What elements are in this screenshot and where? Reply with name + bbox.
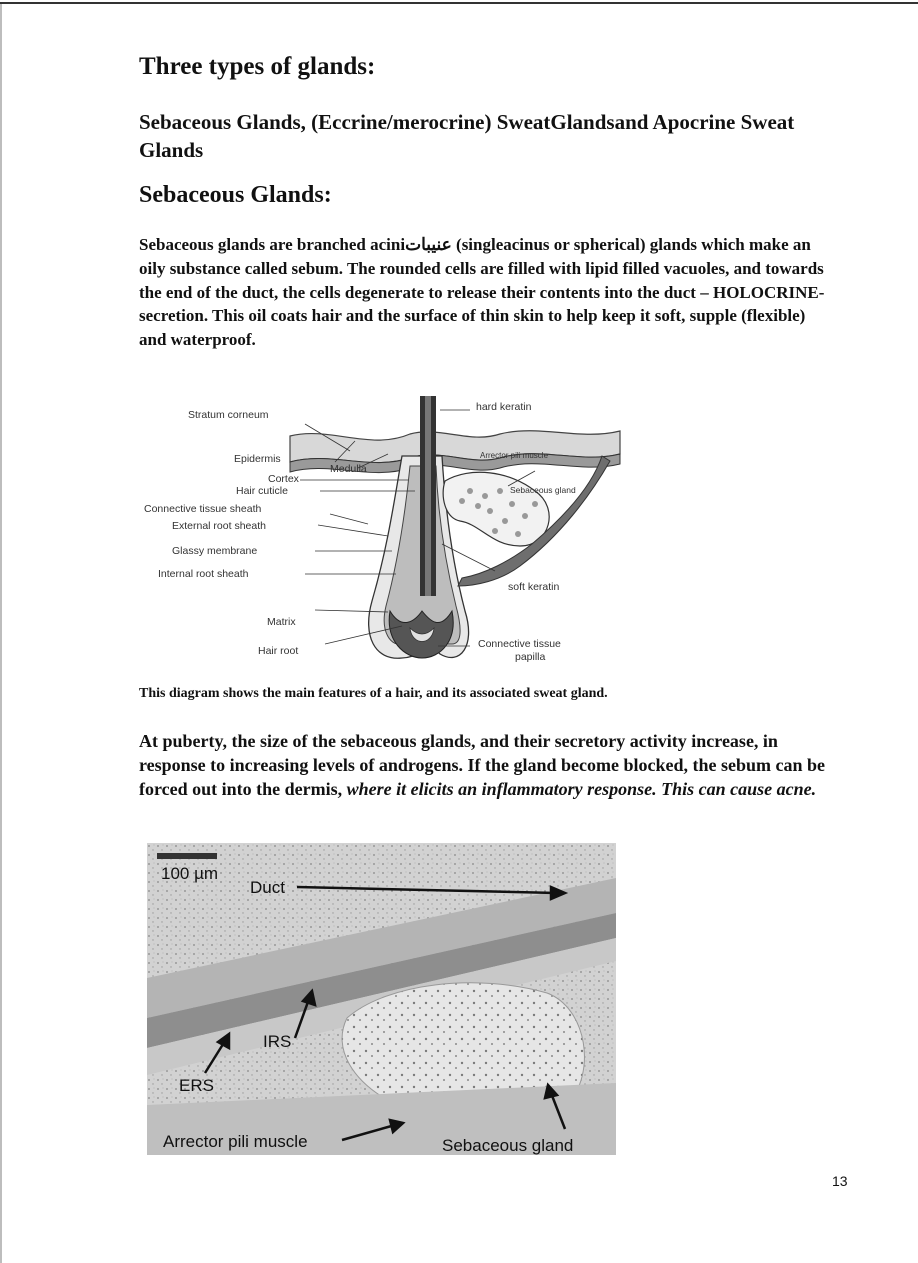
label-arrector-pili: Arrector pili muscle <box>480 451 549 460</box>
puberty-text: At puberty, the size of the sebaceous glands, and their secretory activity increase, in response to increasing levels of androgens. If the gland become blocked, the sebum can be forced out into the dermis, <box>139 731 826 799</box>
label-matrix: Matrix <box>267 616 296 628</box>
puberty-paragraph <box>139 729 829 801</box>
sebaceous-description: Sebaceous glands are branched aciniعنيبات (singleacinus or spherical) glands which make an oily substance called sebum. The rounded cells are filled with lipid filled vacuoles, and towards the end of the duct, the cells degenerate to release their contents into the duct – HOLOCRINE- secretion. This oil coats hair and the surface of thin skin to help keep it soft, supple (flexible) and waterproof. <box>139 235 825 350</box>
label-sebaceous-gland: Sebaceous gland <box>510 485 576 495</box>
label-ct-papilla-line2: papilla <box>515 651 546 663</box>
label-internal-root-sheath: Internal root sheath <box>158 568 249 580</box>
label-ct-papilla-line1: Connective tissue <box>478 638 561 650</box>
top-border <box>0 2 918 4</box>
label-hair-root: Hair root <box>258 645 299 657</box>
page-number: 13 <box>832 1173 848 1189</box>
label-medulla: Medulla <box>330 463 367 475</box>
puberty-italic-text: where it elicits an inflammatory response. This can cause acne. <box>346 779 817 799</box>
micro-label-scale: 100 µm <box>161 864 219 883</box>
gland-types-list: Sebaceous Glands, (Eccrine/merocrine) SweatGlandsand Apocrine Sweat Glands <box>139 110 795 162</box>
label-epidermis: Epidermis <box>234 453 281 465</box>
label-hard-keratin: hard keratin <box>476 401 532 413</box>
left-border <box>0 4 2 1263</box>
scale-bar <box>157 853 217 859</box>
micro-label-ers: ERS <box>179 1076 214 1095</box>
label-stratum-corneum: Stratum corneum <box>188 409 269 421</box>
label-glassy-membrane: Glassy membrane <box>172 545 258 557</box>
label-cortex: Cortex <box>268 473 299 485</box>
micro-label-arrector: Arrector pili muscle <box>163 1132 308 1151</box>
sebaceous-gland-micrograph <box>147 843 616 1155</box>
heading-three-types: Three types of glands: <box>139 53 376 80</box>
micro-label-irs: IRS <box>263 1032 292 1051</box>
label-hair-cuticle: Hair cuticle <box>236 485 288 497</box>
heading-sebaceous-glands: Sebaceous Glands: <box>139 182 332 208</box>
label-external-root-sheath: External root sheath <box>172 520 266 532</box>
label-ct-sheath: Connective tissue sheath <box>144 503 262 515</box>
hair-follicle-diagram <box>140 396 660 666</box>
medulla-core <box>425 396 431 596</box>
micro-label-duct: Duct <box>250 878 285 897</box>
label-soft-keratin: soft keratin <box>508 581 560 593</box>
micro-label-sebaceous: Sebaceous gland <box>442 1136 574 1155</box>
diagram-caption: This diagram shows the main features of a hair, and its associated sweat gland. <box>139 686 608 701</box>
